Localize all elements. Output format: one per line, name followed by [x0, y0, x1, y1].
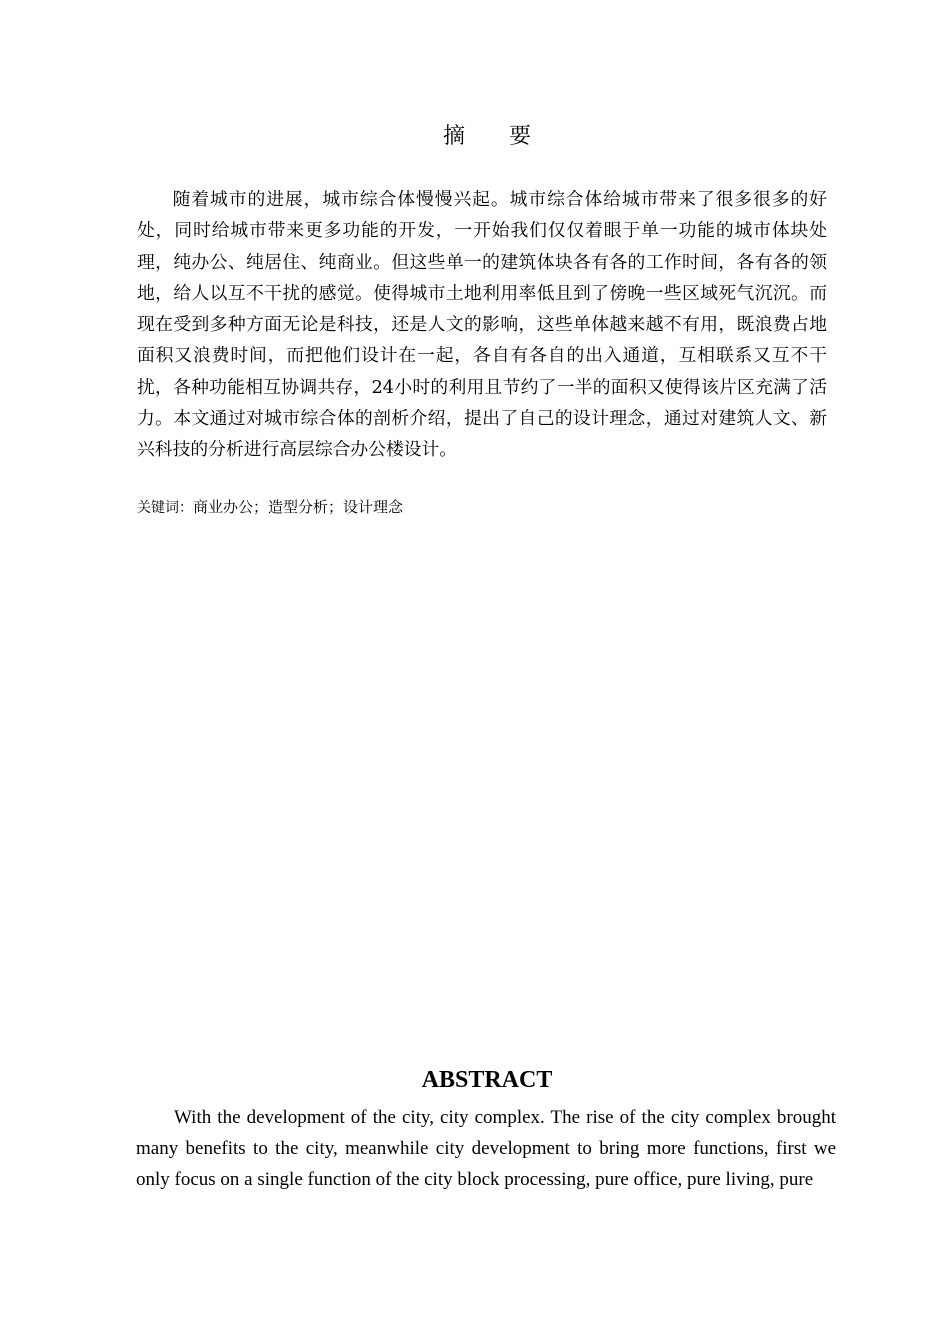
- chinese-keywords: [137, 496, 827, 519]
- keywords-label: 关键词：: [137, 500, 193, 516]
- title-char-2: 要: [509, 124, 532, 149]
- title-char-1: 摘: [442, 124, 465, 149]
- english-abstract-title: ABSTRACT: [421, 1067, 553, 1093]
- keywords-value: 商业办公；造型分析；设计理念: [193, 498, 404, 516]
- chinese-abstract-body: 随着城市的进展，城市综合体慢慢兴起。城市综合体给城市带来了很多很多的好处，同时给城市带来更多功能的开发，一开始我们仅仅着眼于单一功能的城市体块处理，纯办公、纯居住、纯商业。但这些单一的建筑体块各有各的工作时间，各有各的领地，给人以互不干扰的感觉。使得城市土地利用率低且到了傍晚一些区域死气沉沉。而现在受到多种方面无论是科技，还是人文的影响，这些单体越来越不有用，既浪费占地面积又浪费时间，而把他们设计在一起，各自有各自的出入通道，互相联系又互不干扰，各种功能相互协调共存，24小时的利用且节约了一半的面积又使得该片区充满了活力。本文通过对城市综合体的剖析介绍，提出了自己的设计理念，通过对建筑人文、新兴科技的分析进行高层综合办公楼设计。: [137, 189, 827, 461]
- english-abstract-body: With the development of the city, city complex. The rise of the city complex brought many benefits to the city, meanwhile city development to bring more functions, first we only focus on a single function of the city block processing, pure office, pure living, pure: [136, 1107, 836, 1190]
- chinese-abstract-title: [0, 121, 950, 153]
